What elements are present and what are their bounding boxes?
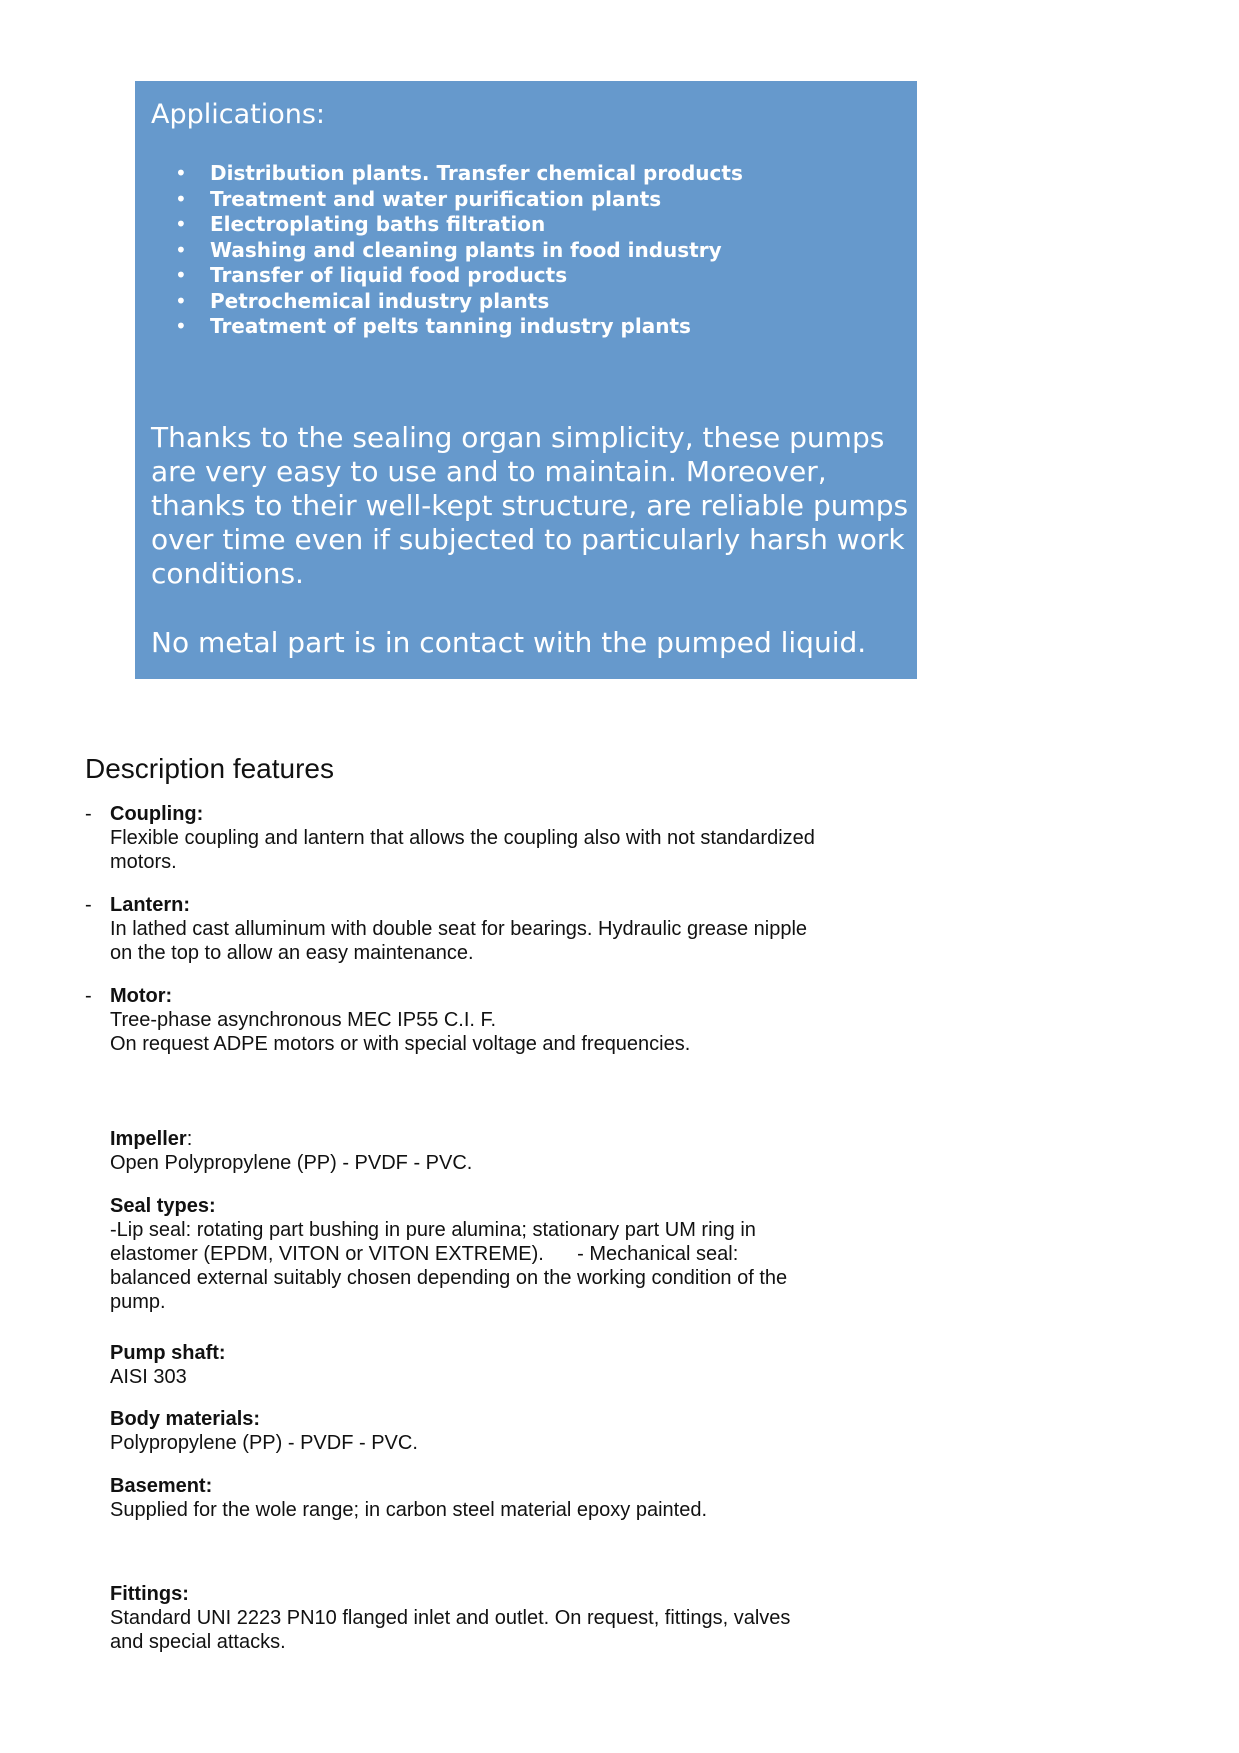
feature-line: Tree-phase asynchronous MEC IP55 C.I. F. <box>110 1009 497 1031</box>
list-item: • Electroplating baths filtration <box>175 212 546 236</box>
feature-body-materials <box>110 1407 870 1455</box>
feature-seal-types <box>110 1194 870 1314</box>
feature-impeller <box>110 1127 870 1175</box>
feature-heading: Lantern: <box>110 894 190 916</box>
feature-coupling <box>85 802 870 874</box>
feature-heading: Seal types: <box>110 1195 216 1217</box>
feature-line: pump. <box>110 1291 166 1313</box>
bullet-icon: • <box>175 314 187 338</box>
feature-heading: Body materials: <box>110 1408 261 1430</box>
bullet-icon: • <box>175 263 187 287</box>
dash-marker: - <box>85 985 92 1007</box>
list-item: • Treatment and water purification plants <box>175 186 662 211</box>
applications-list <box>175 161 743 340</box>
feature-heading: Motor: <box>110 985 173 1007</box>
feature-line: -Lip seal: rotating part bushing in pure alumina; stationary part UM ring in <box>110 1219 756 1241</box>
feature-line: AISI 303 <box>110 1366 187 1388</box>
feature-line: and special attacks. <box>110 1631 286 1653</box>
applications-title: Applications: <box>151 99 326 130</box>
bullet-icon: • <box>175 288 187 313</box>
feature-line: Supplied for the wole range; in carbon steel material epoxy painted. <box>110 1499 708 1521</box>
feature-line: In lathed cast alluminum with double seat for bearings. Hydraulic grease nipple <box>110 918 808 940</box>
heading-colon: : <box>186 1128 193 1150</box>
feature-line: Flexible coupling and lantern that allows the coupling also with not standardized <box>110 827 815 849</box>
list-item: • Transfer of liquid food products <box>175 263 568 287</box>
applications-paragraph: Thanks to the sealing organ simplicity, these pumps are very easy to use and to maintain. Moreover, thanks to their well-kept structure, are reliable pumps over time even if subjected to particularly harsh work conditions. <box>151 421 909 590</box>
feature-line: motors. <box>110 851 177 873</box>
bullet-icon: • <box>175 186 187 211</box>
applications-note: No metal part is in contact with the pumped liquid. <box>151 626 867 659</box>
feature-line: Standard UNI 2223 PN10 flanged inlet and outlet. On request, fittings, valves <box>110 1607 791 1629</box>
description-title: Description features <box>85 753 335 784</box>
dash-marker: - <box>85 894 92 916</box>
feature-heading: Impeller <box>110 1128 187 1150</box>
feature-line: balanced external suitably chosen depending on the working condition of the <box>110 1267 788 1289</box>
list-item: • Washing and cleaning plants in food industry <box>175 237 722 262</box>
list-item: • Distribution plants. Transfer chemical products <box>175 161 743 185</box>
feature-lantern <box>85 893 870 965</box>
applications-panel <box>135 81 917 679</box>
bullet-icon: • <box>175 237 187 262</box>
list-item: • Petrochemical industry plants <box>175 288 550 313</box>
feature-heading: Fittings: <box>110 1583 189 1605</box>
feature-heading-line <box>110 1127 870 1151</box>
feature-heading: Coupling: <box>110 803 204 825</box>
feature-motor <box>85 984 870 1056</box>
feature-basement <box>110 1474 870 1522</box>
feature-line: Polypropylene (PP) - PVDF - PVC. <box>110 1432 418 1454</box>
bullet-icon: • <box>175 212 187 236</box>
feature-line: elastomer (EPDM, VITON or VITON EXTREME). - Mechanical seal: <box>110 1243 739 1265</box>
feature-fittings <box>110 1582 870 1654</box>
dash-marker: - <box>85 803 92 825</box>
feature-pump-shaft <box>110 1341 870 1389</box>
feature-line: Open Polypropylene (PP) - PVDF - PVC. <box>110 1152 473 1174</box>
feature-heading: Pump shaft: <box>110 1342 226 1364</box>
feature-line: on the top to allow an easy maintenance. <box>110 942 474 964</box>
feature-line: On request ADPE motors or with special voltage and frequencies. <box>110 1033 691 1055</box>
feature-heading: Basement: <box>110 1475 213 1497</box>
list-item: • Treatment of pelts tanning industry plants <box>175 314 691 338</box>
bullet-icon: • <box>175 161 187 185</box>
